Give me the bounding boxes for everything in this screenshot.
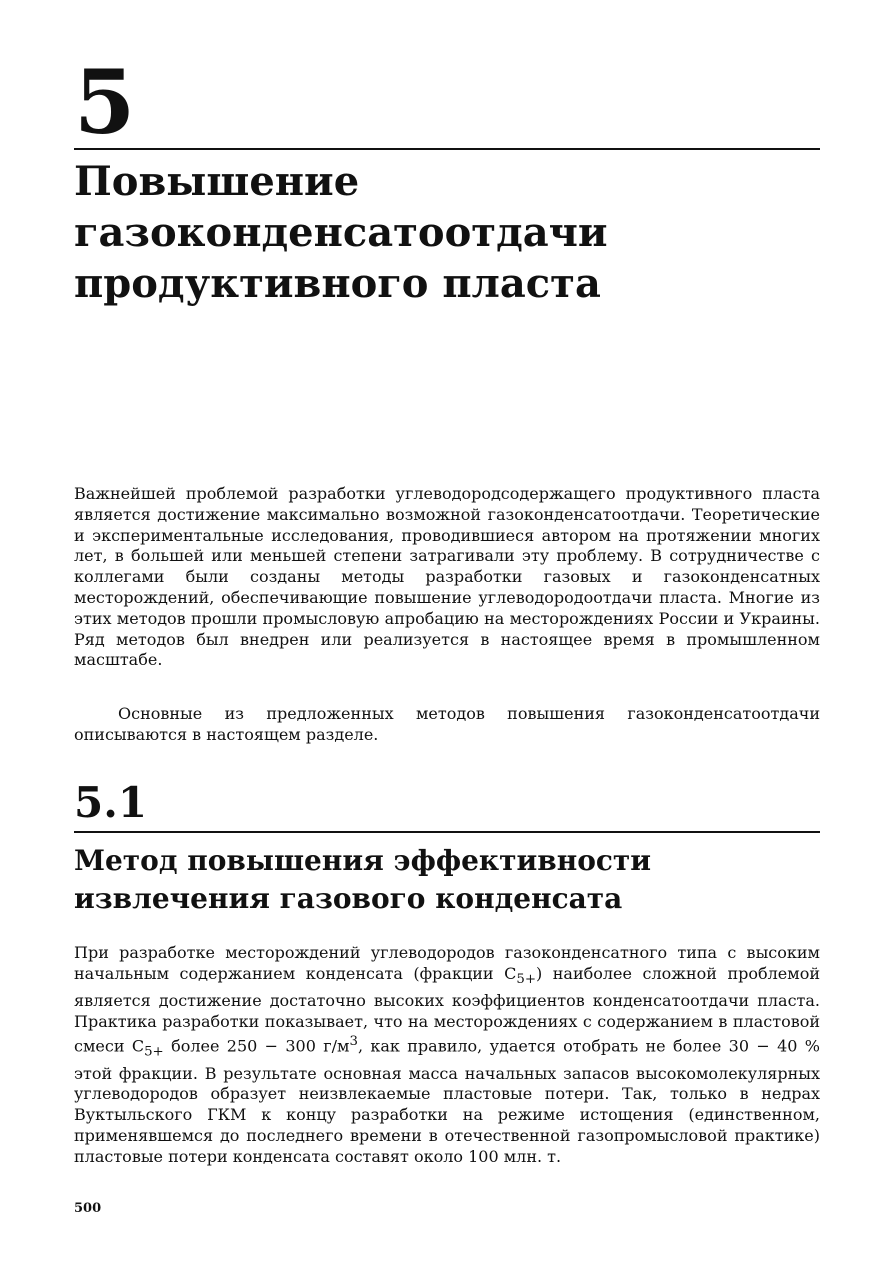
page-number: 500 <box>74 1201 102 1216</box>
section-title-line: извлечения газового конденсата <box>74 882 623 915</box>
section-paragraph <box>74 943 820 1168</box>
section-number: 5.1 <box>74 778 148 827</box>
section-title-line: Метод повышения эффективности <box>74 844 652 877</box>
chapter-title-line: газоконденсатоотдачи <box>74 209 608 256</box>
intro-paragraph: Основные из предложенных методов повышения газоконденсатоотдачи описываются в настоящем разделе. <box>74 704 820 744</box>
text-run: , как правило, удается отобрать не более 30 − 40 % этой фракции. В результате основная масса начальных запасов высокомолекулярных углеводородов образует неизвлекаемые пластовые потери. Так, только в недрах Вуктыльского ГКМ к концу разработки на режиме истощения (единственном, применявшемся до последнего времени в отечественной газопромысловой практике) пластовые потери конденсата составят около 100 млн. т. <box>74 1036 820 1166</box>
chapter-number: 5 <box>74 50 136 154</box>
subscript: 5+ <box>144 1044 164 1060</box>
chapter-title-line: продуктивного пласта <box>74 260 601 307</box>
chapter-title-line: Повышение <box>74 158 360 205</box>
section-rule <box>74 831 820 833</box>
subscript: 5+ <box>516 971 536 987</box>
section-title <box>74 842 820 918</box>
book-page <box>74 0 820 1280</box>
text-run: ) наиболее сложной проблемой является достижение достаточно высоких коэффициентов конденсатоотдачи пласта. Практика разработки показывает, что на месторождениях с содержанием в пластовой смеси C <box>74 963 821 1056</box>
chapter-title <box>74 156 820 309</box>
intro-paragraph: Важнейшей проблемой разработки углеводородсодержащего продуктивного пласта является достижение максимально возможной газоконденсатоотдачи. Теоретические и экспериментальные исследования, проводившиеся автором на протяжении многих лет, в большей или меньшей степени затрагивали эту проблему. В сотрудничестве с коллегами были созданы методы разработки газовых и газоконденсатных месторождений, обеспечивающие повышение углеводородоотдачи пласта. Многие из этих методов прошли промысловую апробацию на месторождениях России и Украины. Ряд методов был внедрен или реализуется в настоящее время в промышленном масштабе. <box>74 484 820 670</box>
superscript: 3 <box>349 1034 358 1050</box>
text-run: При разработке месторождений углеводородов газоконденсатного типа с высоким начальным содержанием конденсата (фракции C <box>74 943 820 983</box>
text-run: более 250 − 300 г/м <box>163 1036 350 1056</box>
chapter-rule <box>74 148 820 150</box>
